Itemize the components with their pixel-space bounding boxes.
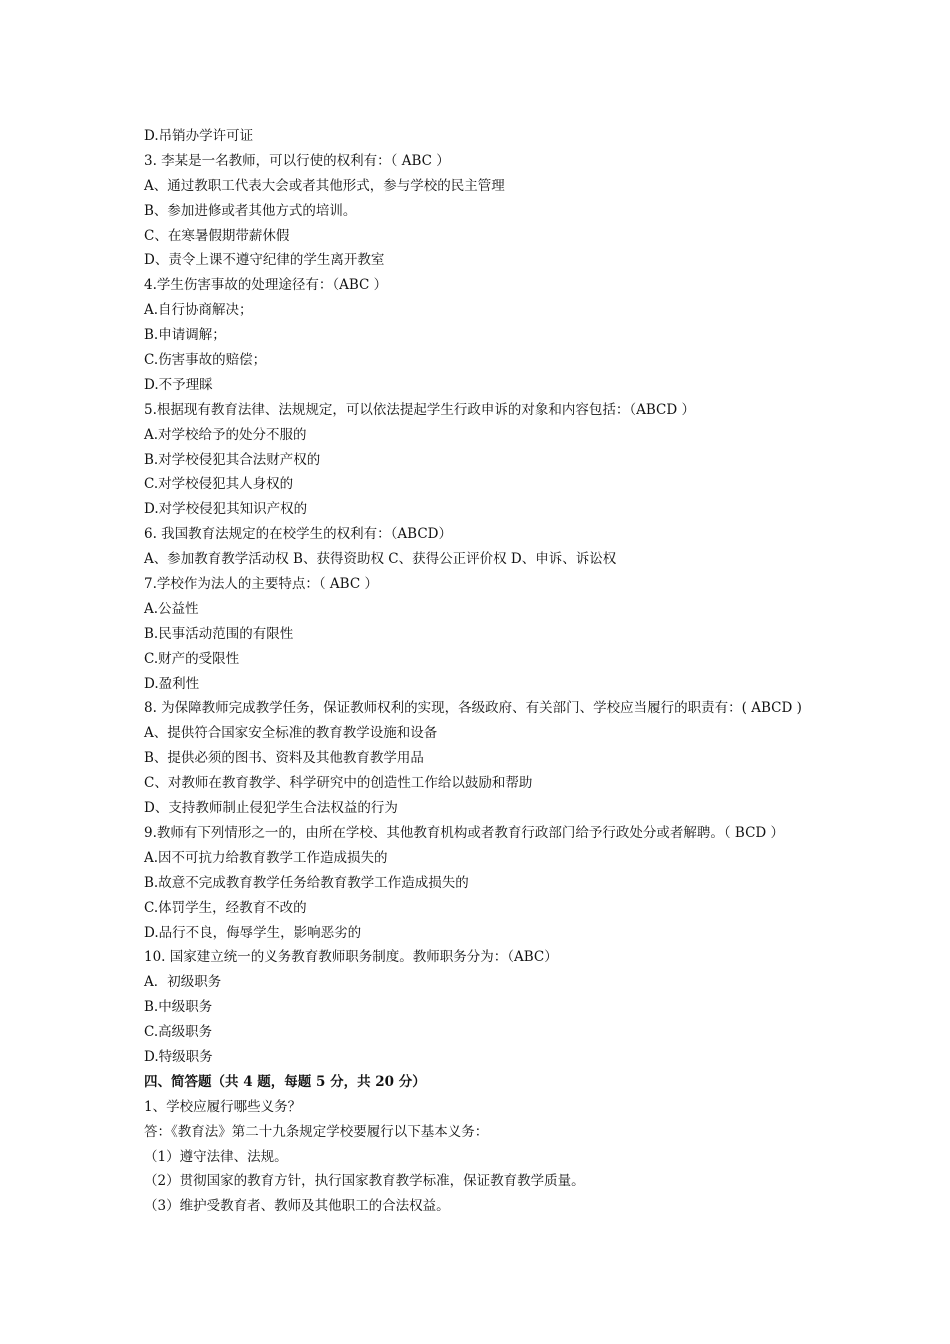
q4-option-b: B.申请调解； — [144, 327, 226, 344]
answer-item-3: （3）维护受教育者、教师及其他职工的合法权益。 — [144, 1198, 450, 1215]
q4-option-d: D.不予理睬 — [144, 376, 213, 393]
q7-option-a: A.公益性 — [144, 600, 199, 617]
q6-options: A、参加教育教学活动权 B、获得资助权 C、获得公正评价权 D、申诉、诉讼权 — [144, 551, 617, 568]
q10-option-a: A．初级职务 — [144, 974, 222, 991]
q5-option-d: D.对学校侵犯其知识产权的 — [144, 501, 308, 518]
answer-intro: 答：《教育法》第二十九条规定学校要履行以下基本义务： — [144, 1123, 489, 1140]
section-heading-short-answer: 四、简答题（共 4 题，每题 5 分，共 20 分） — [144, 1073, 426, 1090]
q3-option-c: C、在寒暑假期带薪休假 — [144, 227, 290, 244]
short-answer-question-1: 1、学校应履行哪些义务？ — [144, 1098, 302, 1115]
document-page — [144, 124, 824, 1219]
q8-option-a: A、提供符合国家安全标准的教育教学设施和设备 — [144, 725, 438, 742]
q8-option-d: D、支持教师制止侵犯学生合法权益的行为 — [144, 800, 398, 817]
q10-option-d: D.特级职务 — [144, 1048, 213, 1065]
q9-option-b: B.故意不完成教育教学任务给教育教学工作造成损失的 — [144, 874, 469, 891]
question-5: 5.根据现有教育法律、法规规定，可以依法提起学生行政申诉的对象和内容包括：（ABCD ） — [144, 401, 695, 418]
q7-option-b: B.民事活动范围的有限性 — [144, 625, 294, 642]
question-4: 4.学生伤害事故的处理途径有：（ABC ） — [144, 277, 388, 294]
question-8: 8. 为保障教师完成教学任务，保证教师权利的实现，各级政府、有关部门、学校应当履行的职责有：( ABCD ) — [144, 700, 802, 717]
answer-item-2: （2）贯彻国家的教育方针，执行国家教育教学标准，保证教育教学质量。 — [144, 1173, 585, 1190]
q5-option-b: B.对学校侵犯其合法财产权的 — [144, 451, 321, 468]
q8-option-c: C、对教师在教育教学、科学研究中的创造性工作给以鼓励和帮助 — [144, 775, 533, 792]
q9-option-c: C.体罚学生，经教育不改的 — [144, 899, 307, 916]
q7-option-d: D.盈利性 — [144, 675, 200, 692]
question-10: 10. 国家建立统一的义务教育教师职务制度。教师职务分为：（ABC） — [144, 949, 558, 966]
q9-option-d: D.品行不良，侮辱学生，影响恶劣的 — [144, 924, 362, 941]
q10-option-b: B.中级职务 — [144, 999, 213, 1016]
q3-option-a: A、通过教职工代表大会或者其他形式，参与学校的民主管理 — [144, 177, 505, 194]
question-3: 3. 李某是一名教师，可以行使的权利有：（ ABC ） — [144, 152, 450, 169]
q4-option-c: C.伤害事故的赔偿； — [144, 352, 267, 369]
q10-option-c: C.高级职务 — [144, 1024, 213, 1041]
option-d-revoke-license: D.吊销办学许可证 — [144, 128, 254, 144]
q7-option-c: C.财产的受限性 — [144, 650, 240, 667]
question-6: 6. 我国教育法规定的在校学生的权利有：（ABCD） — [144, 526, 452, 543]
q8-option-b: B、提供必须的图书、资料及其他教育教学用品 — [144, 750, 424, 767]
q3-option-d: D、责令上课不遵守纪律的学生离开教室 — [144, 252, 385, 269]
question-7: 7.学校作为法人的主要特点：（ ABC ） — [144, 576, 378, 593]
q5-option-c: C.对学校侵犯其人身权的 — [144, 476, 294, 493]
q3-option-b: B、参加进修或者其他方式的培训。 — [144, 202, 357, 219]
question-9: 9.教师有下列情形之一的，由所在学校、其他教育机构或者教育行政部门给予行政处分或者解聘。（ BCD ） — [144, 824, 785, 841]
q5-option-a: A.对学校给予的处分不服的 — [144, 426, 307, 443]
answer-item-1: （1）遵守法律、法规。 — [144, 1148, 288, 1165]
q9-option-a: A.因不可抗力给教育教学工作造成损失的 — [144, 849, 388, 866]
q4-option-a: A.自行协商解决； — [144, 302, 253, 319]
